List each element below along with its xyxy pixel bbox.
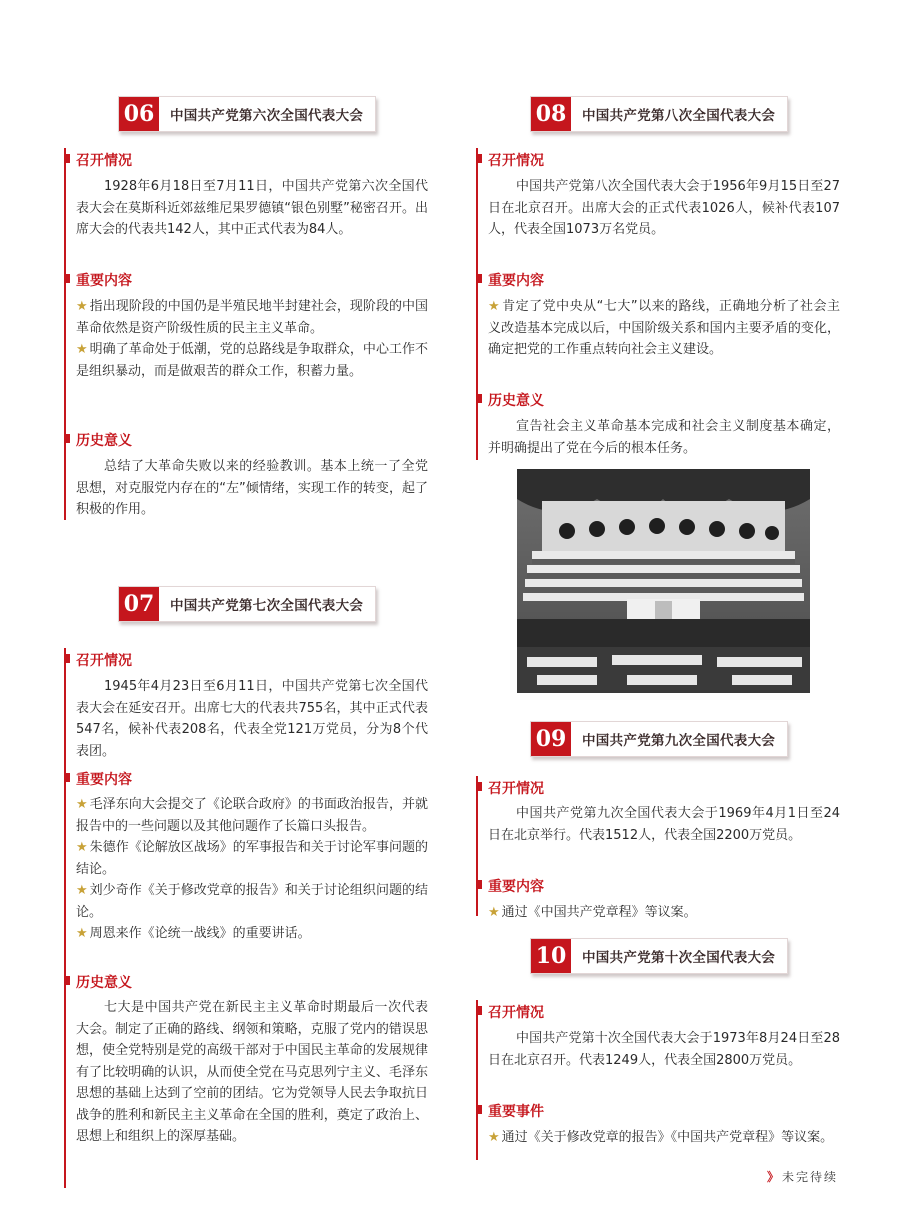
double-chevron-icon: 》 [766, 1170, 779, 1184]
subheading-events: 重要事件 [488, 1101, 544, 1121]
subheading-significance: 历史意义 [76, 430, 132, 450]
subheading-significance: 历史意义 [488, 390, 544, 410]
content-list [76, 296, 428, 382]
section-number: 06 [119, 97, 162, 131]
list-item: ★ 朱德作《论解放区战场》的军事报告和关于讨论军事问题的结论。 [76, 840, 428, 877]
star-icon: ★ [76, 926, 88, 941]
to-be-continued [767, 1168, 838, 1185]
content-list [488, 902, 840, 924]
paragraph-significance: 七大是中国共产党在新民主主义革命时期最后一次代表大会。制定了正确的路线、纲领和策略，克服了党内的错误思想，使全党特别是党的高级干部对于中国民主革命的发展规律有了比较明确的认识，从而使全党在马克思列宁主义、毛泽东思想的基础上达到了空前的团结。它为党领导人民去争取抗日战争的胜利和新民主主义革命在全国的胜利，奠定了政治上、思想上和组织上的深厚基础。 [76, 1000, 428, 1144]
section-title: 中国共产党第七次全国代表大会 [170, 598, 364, 614]
star-icon: ★ [76, 299, 88, 314]
list-item: ★ 毛泽东向大会提交了《论联合政府》的书面政治报告，并就报告中的一些问题以及其他问题作了长篇口头报告。 [76, 797, 428, 834]
section-rail [476, 776, 478, 916]
star-icon: ★ [76, 342, 88, 357]
section-banner-10 [530, 938, 788, 974]
subheading-content: 重要内容 [76, 270, 132, 290]
paragraph-convening: 中国共产党第八次全国代表大会于1956年9月15日至27日在北京召开。出席大会的正式代表1026人，候补代表107人，代表全国1073万名党员。 [488, 179, 840, 237]
subheading-convening: 召开情况 [488, 1002, 544, 1022]
subheading-convening: 召开情况 [488, 778, 544, 798]
subheading-content: 重要内容 [76, 769, 132, 789]
paragraph-convening: 中国共产党第十次全国代表大会于1973年8月24日至28日在北京召开。代表1249人，代表全国2800万党员。 [488, 1031, 840, 1068]
star-icon: ★ [488, 905, 500, 920]
list-item: ★ 肯定了党中央从“七大”以来的路线，正确地分析了社会主义改造基本完成以后，中国阶级关系和国内主要矛盾的变化，确定把党的工作重点转向社会主义建设。 [488, 299, 840, 357]
section-rail [476, 148, 478, 460]
congress-hall-illustration [517, 469, 810, 693]
paragraph-significance: 总结了大革命失败以来的经验教训。基本上统一了全党思想，对克服党内存在的“左”倾情绪，实现工作的转变，起了积极的作用。 [76, 459, 428, 517]
paragraph-convening: 1928年6月18日至7月11日，中国共产党第六次全国代表大会在莫斯科近郊兹维尼果罗德镇“银色别墅”秘密召开。出席大会的代表共142人，其中正式代表为84人。 [76, 179, 428, 237]
star-icon: ★ [488, 299, 501, 314]
list-item: ★ 通过《中国共产党章程》等议案。 [488, 905, 697, 920]
content-list [488, 1127, 840, 1149]
section-banner-07 [118, 586, 376, 622]
section-number: 09 [531, 722, 574, 756]
content-list [76, 794, 428, 945]
section-title: 中国共产党第十次全国代表大会 [582, 950, 776, 966]
section-banner-09 [530, 721, 788, 757]
paragraph-convening: 中国共产党第九次全国代表大会于1969年4月1日至24日在北京举行。代表1512人，代表全国2200万党员。 [488, 806, 840, 843]
section-title: 中国共产党第六次全国代表大会 [170, 108, 364, 124]
list-item: ★ 指出现阶段的中国仍是半殖民地半封建社会，现阶段的中国革命依然是资产阶级性质的民主主义革命。 [76, 299, 428, 336]
footer-text: 未完待续 [781, 1170, 838, 1184]
section-rail [64, 148, 66, 520]
subheading-convening: 召开情况 [76, 650, 132, 670]
section-banner-06 [118, 96, 376, 132]
star-icon: ★ [488, 1130, 500, 1145]
subheading-convening: 召开情况 [488, 150, 544, 170]
content-list [488, 296, 840, 361]
section-rail [64, 648, 66, 1188]
section-number: 10 [531, 939, 574, 973]
paragraph-convening: 1945年4月23日至6月11日，中国共产党第七次全国代表大会在延安召开。出席七大的代表共755名，其中正式代表547名，候补代表208名，代表全党121万党员，分为8个代表团。 [76, 679, 428, 759]
section-rail [476, 1000, 478, 1160]
list-item: ★ 刘少奇作《关于修改党章的报告》和关于讨论组织问题的结论。 [76, 883, 428, 920]
section-title: 中国共产党第九次全国代表大会 [582, 733, 776, 749]
subheading-convening: 召开情况 [76, 150, 132, 170]
section-banner-08 [530, 96, 788, 132]
section-number: 08 [531, 97, 574, 131]
star-icon: ★ [76, 840, 88, 855]
star-icon: ★ [76, 883, 88, 898]
list-item: ★ 明确了革命处于低潮，党的总路线是争取群众，中心工作不是组织暴动，而是做艰苦的群众工作，积蓄力量。 [76, 342, 428, 379]
list-item: ★ 周恩来作《论统一战线》的重要讲话。 [76, 926, 311, 941]
star-icon: ★ [76, 797, 88, 812]
subheading-content: 重要内容 [488, 270, 544, 290]
list-item: ★ 通过《关于修改党章的报告》《中国共产党章程》等议案。 [488, 1130, 834, 1145]
subheading-significance: 历史意义 [76, 972, 132, 992]
congress-hall-photo [517, 469, 810, 693]
section-title: 中国共产党第八次全国代表大会 [582, 108, 776, 124]
section-number: 07 [119, 587, 162, 621]
subheading-content: 重要内容 [488, 876, 544, 896]
paragraph-significance: 宣告社会主义革命基本完成和社会主义制度基本确定，并明确提出了党在今后的根本任务。 [488, 419, 840, 456]
